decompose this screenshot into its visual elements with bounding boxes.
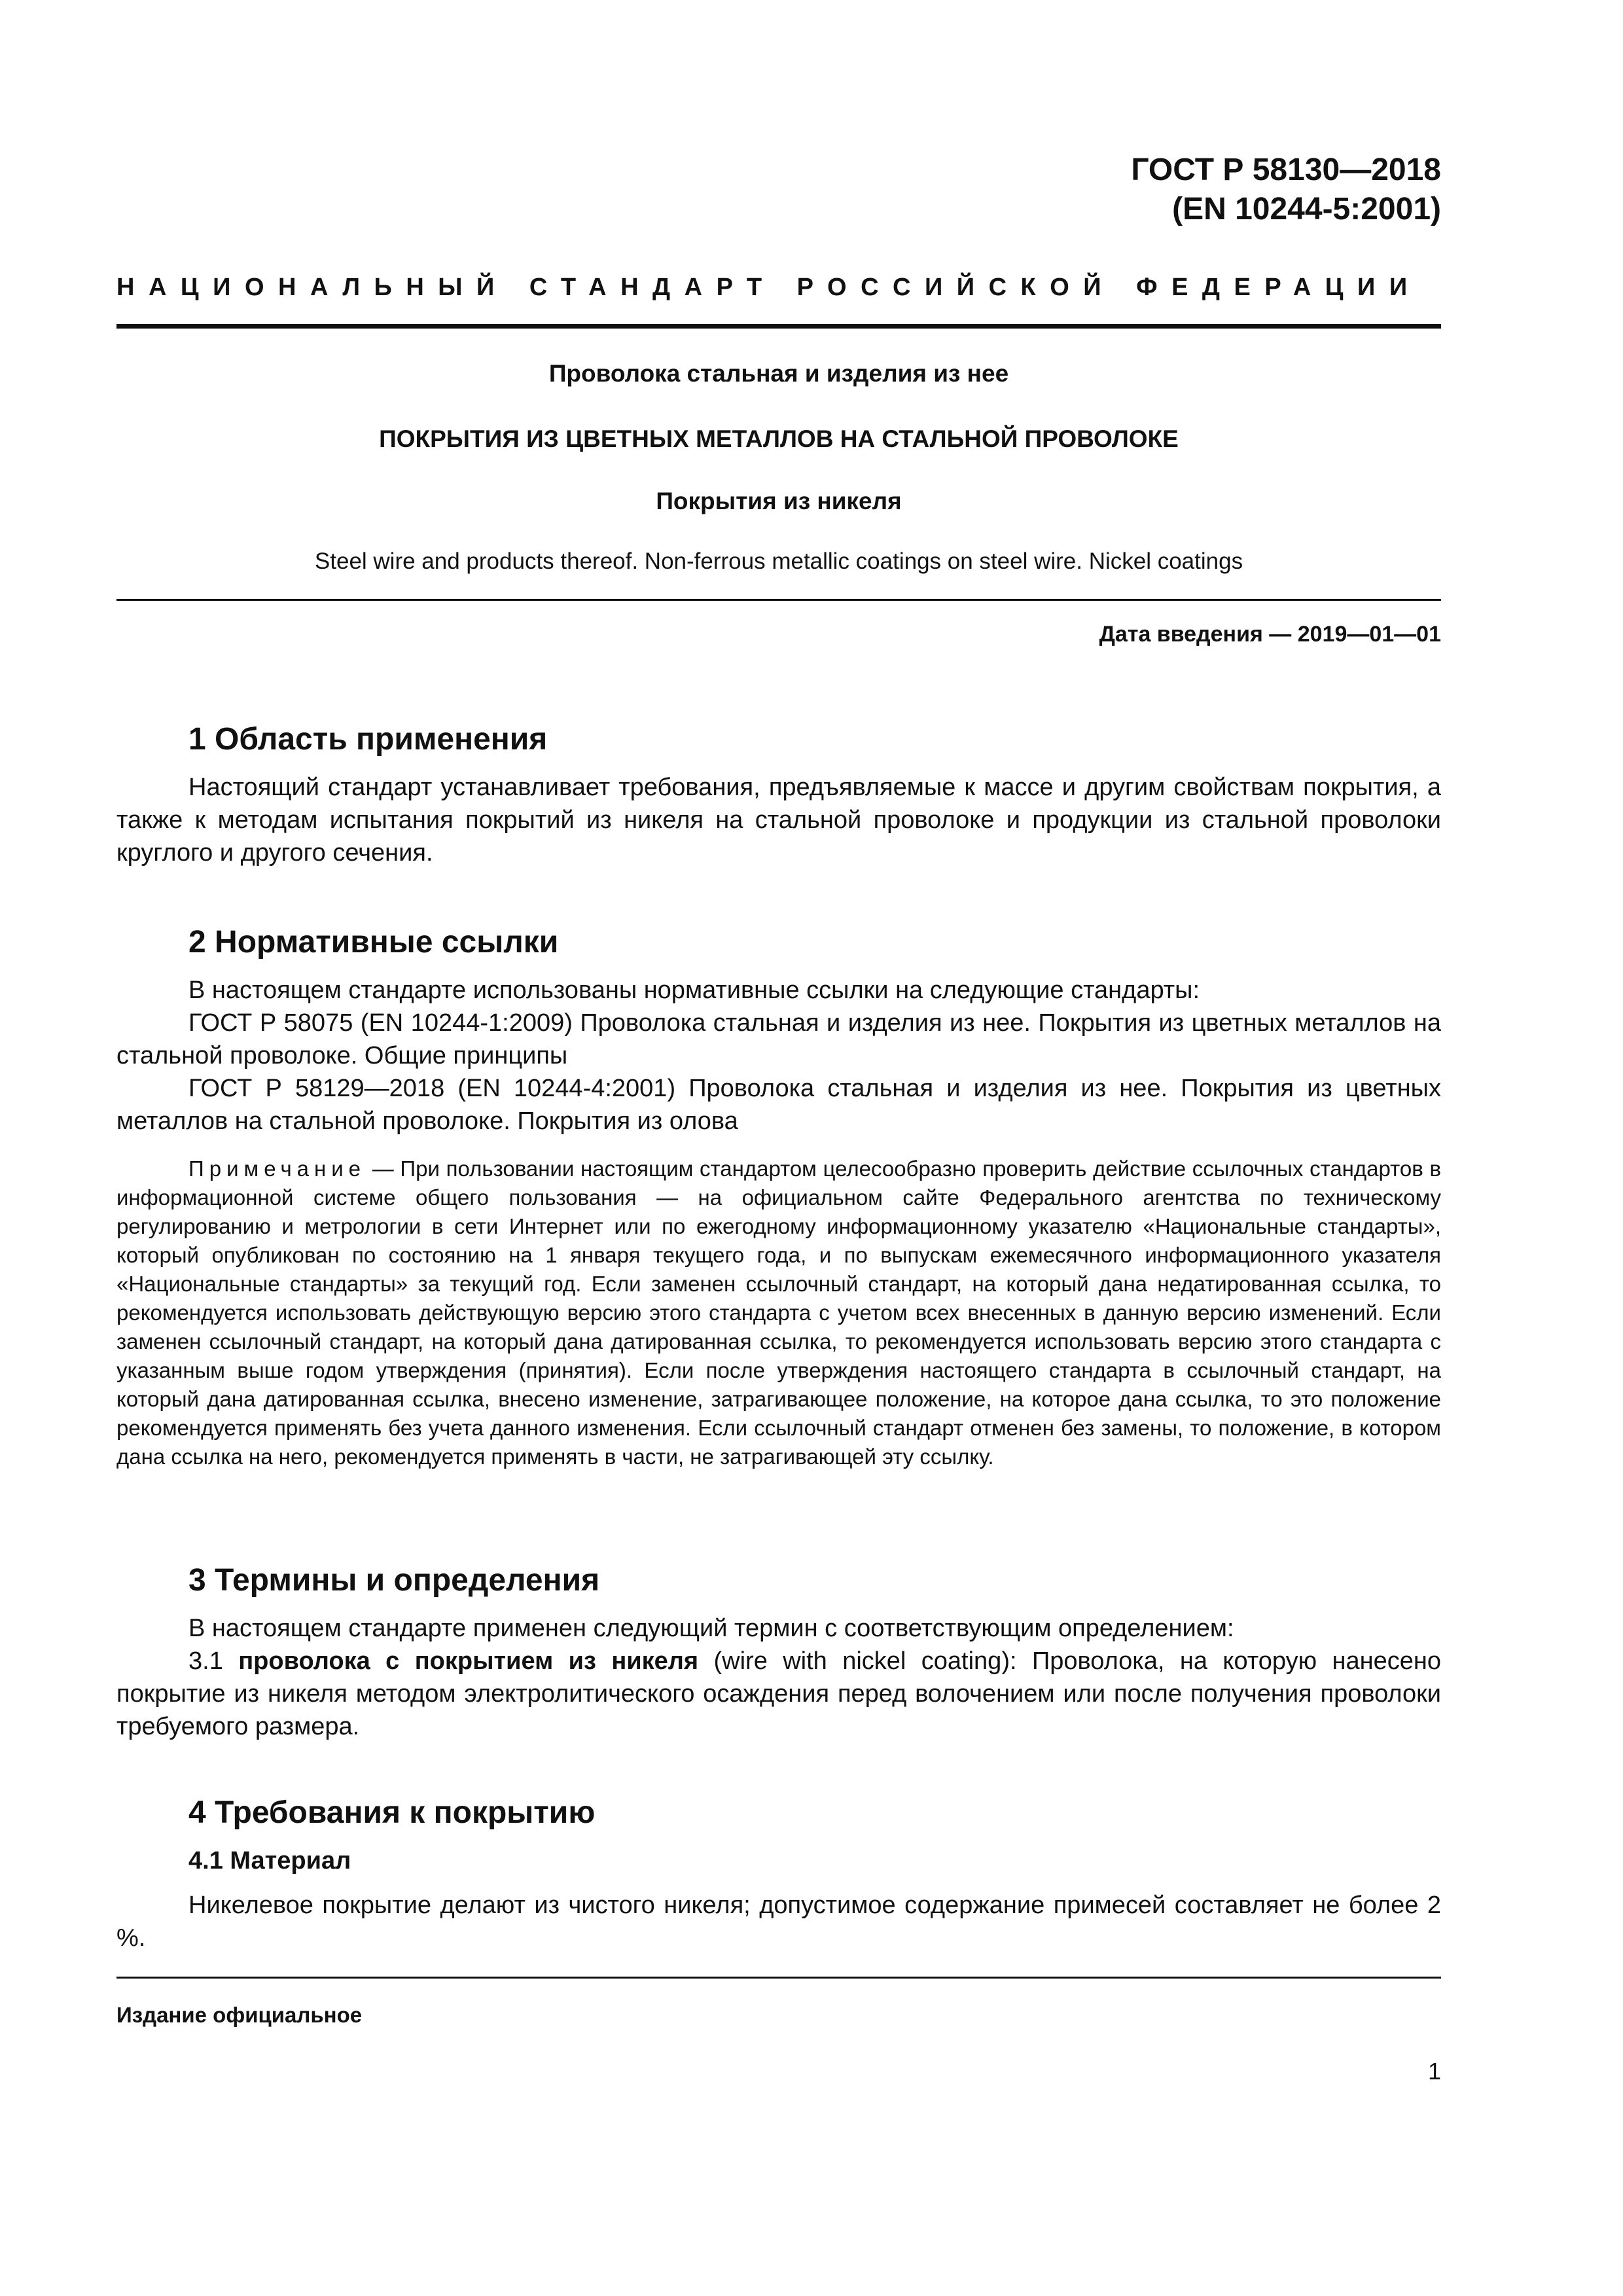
paragraph: Никелевое покрытие делают из чистого никеля; допустимое содержание примесей составляет не более 2 %. xyxy=(116,1892,1441,1952)
title-subtitle: Проволока стальная и изделия из нее xyxy=(548,360,1009,387)
document-id-block xyxy=(1131,151,1441,229)
document-page xyxy=(116,0,1441,2296)
section-normative-references xyxy=(116,923,1441,1471)
note xyxy=(116,1155,1441,1471)
title-main: ПОКРЫТИЯ ИЗ ЦВЕТНЫХ МЕТАЛЛОВ НА СТАЛЬНОЙ ПРОВОЛОКЕ xyxy=(379,425,1179,452)
title-english: Steel wire and products thereof. Non-ferrous metallic coatings on steel wire. Nickel coatings xyxy=(314,548,1243,574)
standard-number: ГОСТ Р 58130—2018 xyxy=(1131,152,1441,187)
term-definition: (wire with nickel coating): Проволока, на которую нанесено покрытие из никеля методом электролитического осаждения перед волочением или после получения проволоки требуемого размера. xyxy=(116,1647,1441,1740)
national-standard-banner: НАЦИОНАЛЬНЫЙ СТАНДАРТ РОССИЙСКОЙ ФЕДЕРАЦИИ xyxy=(116,274,1421,301)
title-rule xyxy=(116,599,1441,601)
header-rule xyxy=(116,324,1441,329)
term-number: 3.1 xyxy=(188,1647,239,1675)
term: проволока с покрытием из никеля xyxy=(238,1647,699,1675)
page-number: 1 xyxy=(1427,2058,1441,2085)
section-terms-definitions xyxy=(116,1561,1441,1743)
note-label: Примечание xyxy=(188,1157,366,1181)
section-heading: 2 Нормативные ссылки xyxy=(188,925,559,960)
section-coating-requirements xyxy=(116,1793,1441,1954)
subsection-heading: 4.1 Материал xyxy=(188,1847,351,1874)
footer-rule xyxy=(116,1977,1441,1979)
paragraph: В настоящем стандарте использованы нормативные ссылки на следующие стандарты: xyxy=(188,977,1200,1004)
section-heading: 3 Термины и определения xyxy=(188,1563,600,1598)
reference-item: ГОСТ Р 58129—2018 (EN 10244-4:2001) Проволока стальная и изделия из нее. Покрытия из цветных металлов на стальной проволоке. Покрытия из олова xyxy=(116,1075,1441,1135)
section-heading: 4 Требования к покрытию xyxy=(188,1795,596,1830)
paragraph: Настоящий стандарт устанавливает требования, предъявляемые к массе и другим свойствам покрытия, а также к методам испытания покрытий из никеля на стальной проволоке и продукции из стальной проволоки круглого и другого сечения. xyxy=(116,774,1441,867)
official-edition-label: Издание официальное xyxy=(116,2003,363,2027)
section-heading: 1 Область применения xyxy=(188,722,548,757)
note-text: — При пользовании настоящим стандартом целесообразно проверить действие ссылочных стандартов в информационной системе общего пользования — на официальном сайте Федерального агентства по техническому регулированию и метрологии в сети Интернет или по ежегодному информационному указателю «Национальные стандарты», который опубликован по состоянию на 1 января текущего года, и по выпускам ежемесячного информационного указателя «Национальные стандарты» за текущий год. Если заменен ссылочный стандарт, на который дана недатированная ссылка, то рекомендуется использовать действующую версию этого стандарта с учетом всех внесенных в данную версию изменений. Если заменен ссылочный стандарт, на который дана датированная ссылка, то рекомендуется использовать версию этого стандарта с указанным выше годом утверждения (принятия). Если после утверждения настоящего стандарта в ссылочный стандарт, на который дана датированная ссылка, внесено изменение, затрагивающее положение, на которое дана ссылка, то это положение рекомендуется применять без учета данного изменения. Если ссылочный стандарт отменен без замены, то положение, в котором дана ссылка на него, рекомендуется применять в части, не затрагивающей эту ссылку. xyxy=(116,1157,1441,1469)
standard-equivalent: (EN 10244-5:2001) xyxy=(1172,192,1441,226)
introduction-date: Дата введения — 2019—01—01 xyxy=(1099,622,1441,647)
paragraph: В настоящем стандарте применен следующий термин с соответствующим определением: xyxy=(188,1615,1234,1642)
term-entry xyxy=(116,1645,1441,1743)
section-scope xyxy=(116,720,1441,869)
reference-item: ГОСТ Р 58075 (EN 10244-1:2009) Проволока стальная и изделия из нее. Покрытия из цветных металлов на стальной проволоке. Общие принципы xyxy=(116,1009,1441,1069)
title-part: Покрытия из никеля xyxy=(656,488,902,514)
